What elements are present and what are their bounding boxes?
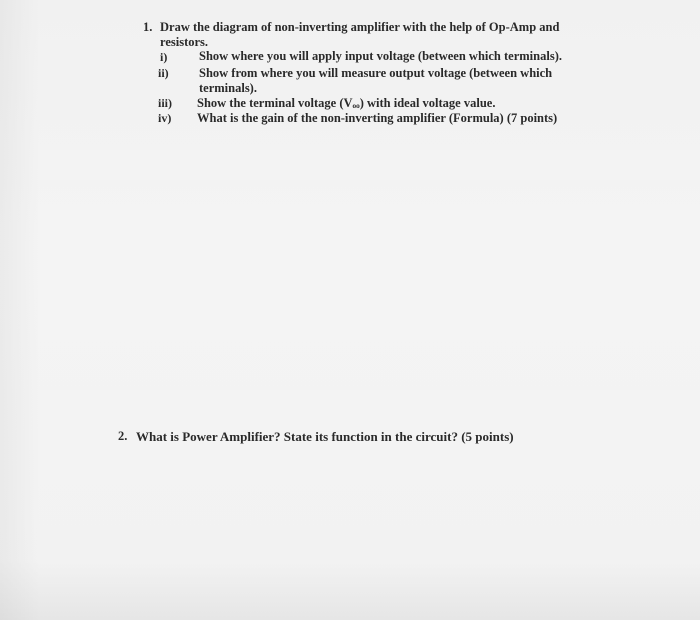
question-1-text-line-2: resistors. <box>160 35 209 49</box>
item-ii-label: ii) <box>158 66 169 80</box>
item-iv-label: iv) <box>158 111 172 125</box>
item-ii-text-continued: terminals). <box>199 81 257 95</box>
item-i-label: i) <box>160 50 168 64</box>
question-1-number: 1. <box>143 20 153 34</box>
question-1-text-line-1: Draw the diagram of non-inverting amplifier with the help of Op-Amp and <box>160 20 560 34</box>
question-2-number: 2. <box>118 429 128 443</box>
item-ii-text: Show from where you will measure output voltage (between which <box>199 66 553 80</box>
paper-shadow-bottom <box>0 560 700 620</box>
item-i-text: Show where you will apply input voltage (between which terminals). <box>199 49 562 63</box>
item-iii-text: Show the terminal voltage (Vₒₒ) with ideal voltage value. <box>197 96 496 110</box>
question-2-text: What is Power Amplifier? State its function in the circuit? (5 points) <box>136 429 514 444</box>
item-iii-label: iii) <box>158 96 172 110</box>
paper-shadow-left <box>0 0 40 620</box>
item-iv-text: What is the gain of the non-inverting amplifier (Formula) (7 points) <box>197 111 558 125</box>
